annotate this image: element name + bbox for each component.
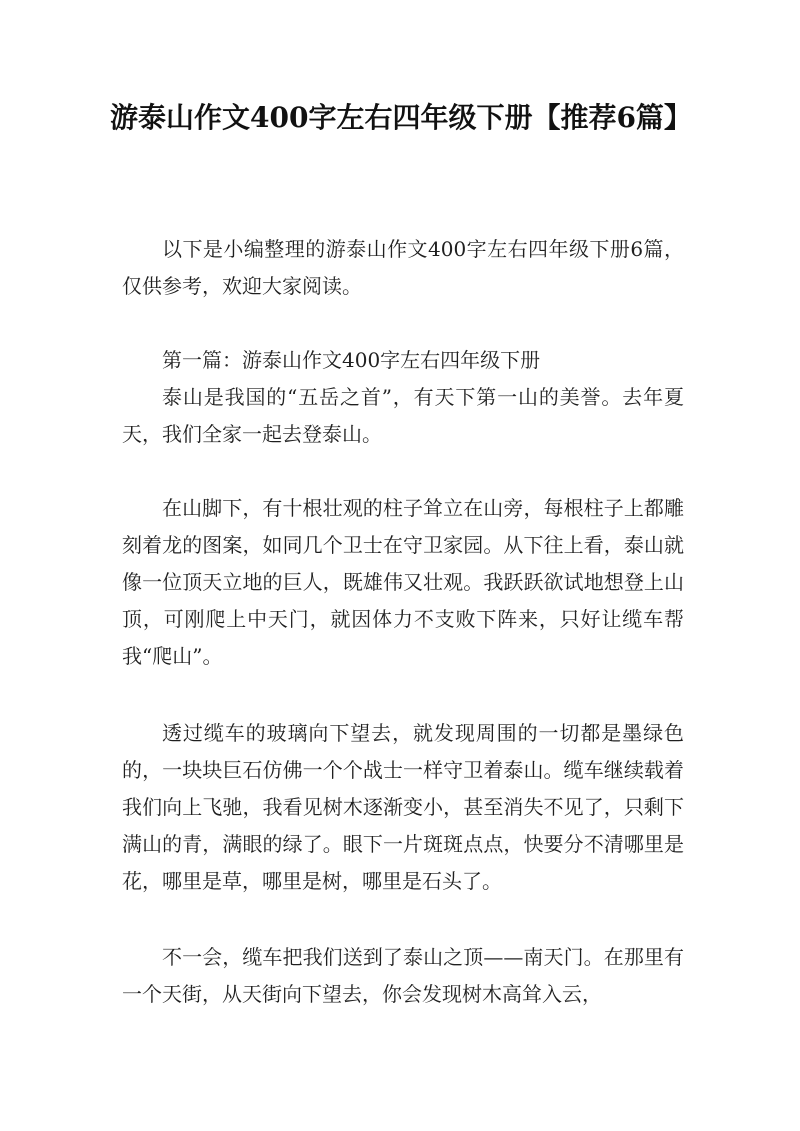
paragraph-1: 泰山是我国的“五岳之首”，有天下第一山的美誉。去年夏天，我们全家一起去登泰山。 (122, 385, 684, 446)
document-title: 游泰山作文400字左右四年级下册【推荐6篇】 (110, 101, 692, 134)
paragraph-3: 透过缆车的玻璃向下望去，就发现周围的一切都是墨绿色的，一块块巨石仿佛一个个战士一样守卫着泰山。缆车继续载着我们向上飞驰，我看见树木逐渐变小，甚至消失不见了，只剩下满山的青，满眼的绿了。眼下一片斑斑点点，快要分不清哪里是花，哪里是草，哪里是树，哪里是石头了。 (122, 721, 684, 893)
paragraph-4: 不一会，缆车把我们送到了泰山之顶——南天门。在那里有一个天街，从天街向下望去，你会发现树木高耸入云， (122, 945, 684, 1006)
section-heading: 第一篇：游泰山作文400字左右四年级下册 (162, 348, 541, 372)
intro-paragraph: 以下是小编整理的游泰山作文400字左右四年级下册6篇，仅供参考，欢迎大家阅读。 (122, 237, 684, 298)
paragraph-2: 在山脚下，有十根壮观的柱子耸立在山旁，每根柱子上都雕刻着龙的图案，如同几个卫士在守卫家园。从下往上看，泰山就像一位顶天立地的巨人，既雄伟又壮观。我跃跃欲试地想登上山顶，可刚爬上中天门，就因体力不支败下阵来，只好让缆车帮我“爬山”。 (122, 496, 684, 668)
